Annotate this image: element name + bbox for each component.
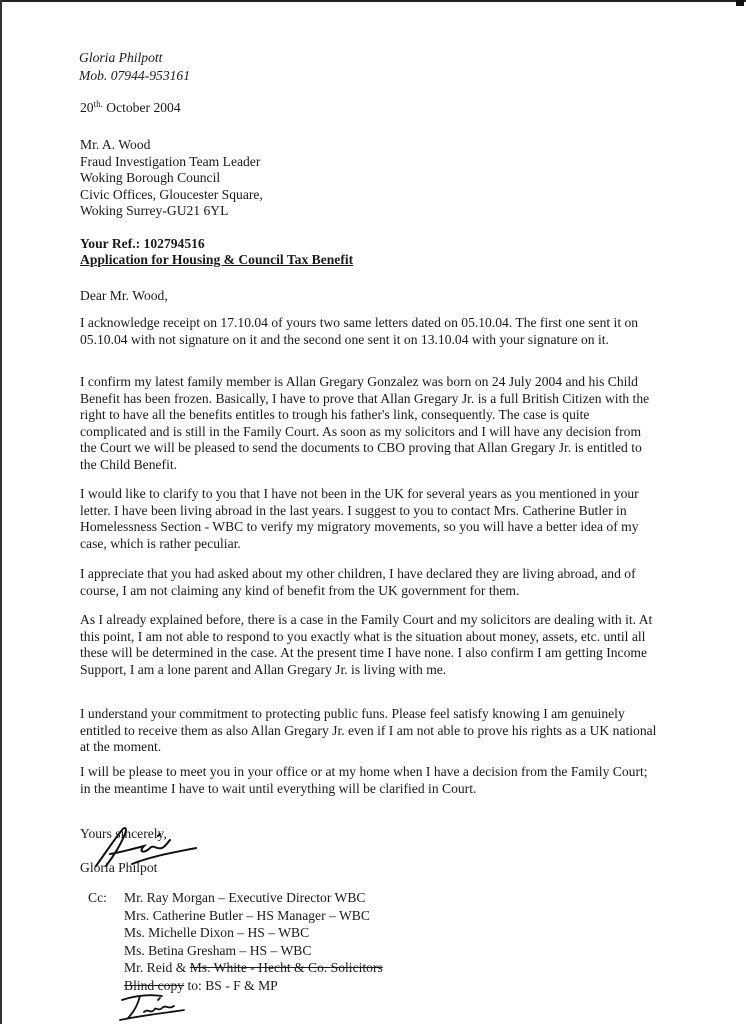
paragraph-2 (80, 374, 710, 473)
sender-mobile: Mob. 07944-953161 (79, 68, 191, 83)
closing: Yours sincerely, (80, 826, 167, 841)
page-top-edge (0, 0, 746, 2)
letter-date (80, 100, 181, 117)
recipient-title: Fraud Investigation Team Leader (80, 153, 261, 169)
paragraph-line: case, which is rather peculiar. (80, 535, 241, 551)
letter-subject: Application for Housing & Council Tax Benefit (80, 252, 354, 267)
cc-recipient: Mr. Ray Morgan – Executive Director WBC (124, 890, 366, 905)
paragraph-line: the Court we will be pleased to send the documents to CBO proving that Allan Gregary Jr. is entitled to (80, 440, 642, 455)
paragraph-line: I understand your commitment to protecting public funs. Please feel satisfy knowing I am genuinely (80, 706, 625, 721)
date-day: 20 (80, 100, 94, 115)
paragraph-line: I appreciate that you had asked about my other children, I have declared they are living abroad, and of (80, 566, 636, 581)
cc-reid-prefix: Mr. Reid & (124, 960, 190, 976)
paragraph-line: right to have all the benefits entitles to trough his father's link, consequently. The case is quite (80, 407, 590, 422)
page-left-edge (0, 0, 2, 1024)
paragraph-6 (80, 706, 710, 756)
blind-copy-struck: Blind copy (124, 977, 185, 993)
signatory-name: Gloria Philpot (80, 860, 158, 875)
paragraph-line: these will be determined in the case. At the present time I have none. I also confirm I am getting Income (80, 645, 647, 660)
cc-struck-text: Ms. White - Hecht & Co. Solicitors (189, 960, 383, 976)
cc-recipient: Mrs. Catherine Butler – HS Manager – WBC (124, 907, 370, 923)
paragraph-line: at the moment. (80, 739, 162, 754)
paragraph-line: the Child Benefit. (80, 456, 178, 472)
paragraph-line: As I already explained before, there is a case in the Family Court and my solicitors are dealing with it. At (80, 612, 653, 627)
paragraph-line: entitled to receive them as also Allan Gregary Jr. even if I am not able to prove his rights as a UK national (80, 722, 657, 738)
paragraph-line: I acknowledge receipt on 17.10.04 of yours two same letters dated on 05.10.04. The first one sent it on (80, 315, 639, 330)
page-corner-mark (736, 0, 744, 6)
paragraph-line: Benefit has been frozen. Basically, I have to prove that Allan Gregary Jr. is a full British Citizen with the (80, 390, 650, 406)
paragraph-line: course, I am not claiming any kind of benefit from the UK government for them. (80, 582, 520, 598)
paragraph-3 (80, 486, 710, 552)
paragraph-line: Homelessness Section - WBC to verify my migratory movements, so you will have a better idea of my (80, 519, 639, 534)
paragraph-line: Support, I am a lone parent and Allan Gregary Jr. is living with me. (80, 661, 447, 677)
paragraph-line: this point, I am not able to respond to you exactly what is the situation about money, assets, etc. until all (80, 628, 646, 644)
cc-label: Cc: (88, 890, 107, 905)
reference-number: Your Ref.: 102794516 (80, 236, 205, 251)
date-suffix: th. (93, 99, 103, 109)
paragraph-1 (80, 315, 710, 348)
paragraph-line: in the meantime I have to wait until everything will be clarified in Court. (80, 780, 477, 796)
date-rest: October 2004 (102, 100, 181, 115)
handwritten-initials (118, 990, 188, 1024)
paragraph-line: 05.10.04 with not signature on it and the second one sent it on 13.10.04 with your signature on it. (80, 331, 609, 347)
reference-block (80, 236, 353, 268)
cc-recipient: Ms. Michelle Dixon – HS – WBC (124, 925, 310, 941)
paragraph-5 (80, 612, 710, 678)
blind-copy-rest: to: BS - F & MP (184, 977, 278, 993)
salutation: Dear Mr. Wood, (80, 288, 168, 303)
recipient-address-line-2: Woking Surrey-GU21 6YL (80, 203, 229, 218)
paragraph-line: I will be please to meet you in your office or at my home when I have a decision from the Family Court; (80, 764, 648, 779)
sender-name: Gloria Philpott (79, 50, 163, 65)
paragraph-line: I confirm my latest family member is Allan Gregary Gonzalez was born on 24 July 2004 and his Child (80, 374, 638, 389)
recipient-org: Woking Borough Council (80, 170, 221, 185)
recipient-address-line-1: Civic Offices, Gloucester Square, (80, 186, 263, 202)
cc-recipient: Ms. Betina Gresham – HS – WBC (124, 942, 312, 958)
paragraph-line: I would like to clarify to you that I have not been in the UK for several years as you mentioned in your (80, 486, 639, 501)
recipient-name: Mr. A. Wood (80, 137, 151, 152)
paragraph-line: complicated and is still in the Family Court. As soon as my solicitors and I will have any decision from (80, 423, 642, 439)
recipient-address (80, 137, 263, 220)
paragraph-4 (80, 566, 710, 599)
paragraph-line: letter. I have been living abroad in the last years. I suggest to you to contact Mrs. Catherine Butler in (80, 502, 627, 518)
cc-recipient-reid (124, 959, 383, 977)
sender-block (79, 49, 190, 85)
cc-list (124, 889, 383, 995)
paragraph-7 (80, 764, 710, 797)
